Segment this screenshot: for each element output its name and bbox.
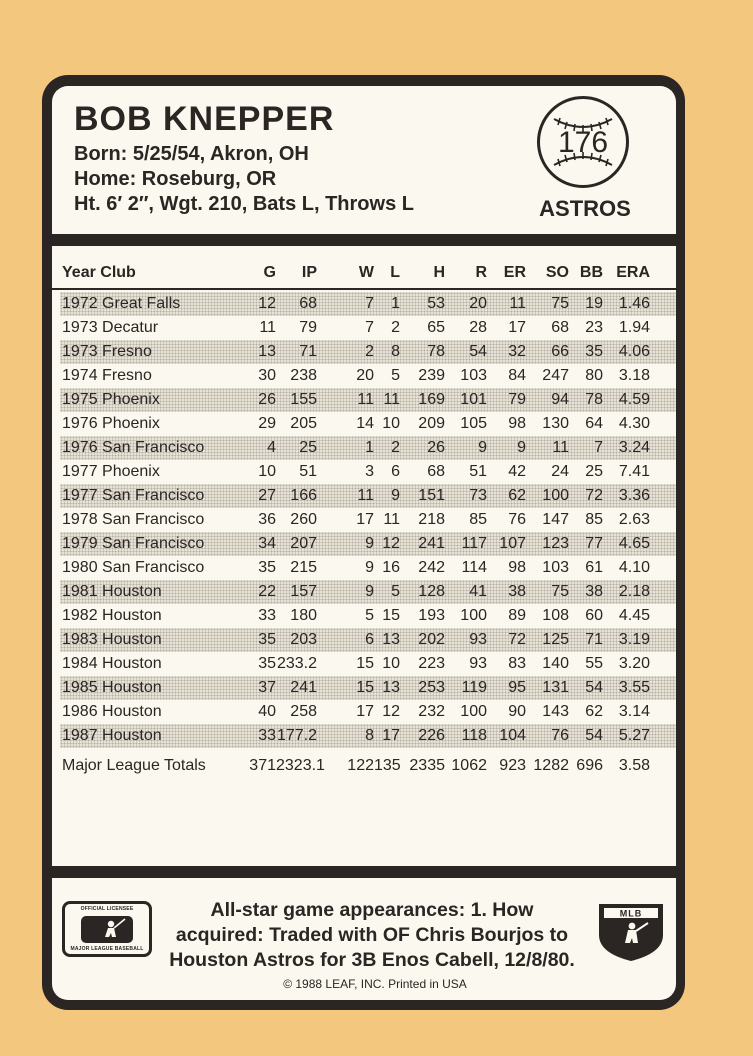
- cell-ip: 68: [299, 295, 317, 312]
- team-name: ASTROS: [539, 196, 631, 221]
- cell-era: 4.06: [618, 343, 650, 360]
- cell-bb: 78: [585, 391, 603, 408]
- table-row: [60, 460, 676, 484]
- born-line: Born: 5/25/54, Akron, OH: [74, 143, 309, 165]
- cell-bb: 71: [585, 631, 603, 648]
- table-row: [60, 508, 676, 532]
- cell-ip: 51: [299, 463, 317, 480]
- mlb-licensee-logo: [62, 901, 152, 957]
- cell-er: 9: [517, 439, 526, 456]
- cell-l: 10: [382, 655, 400, 672]
- cell-year-club: 1976 San Francisco: [62, 439, 205, 456]
- cell-l: 5: [391, 367, 400, 384]
- cell-ip: 25: [299, 439, 317, 456]
- cell-w: 14: [356, 415, 374, 432]
- cell-r: 9: [478, 439, 487, 456]
- cell-h: 209: [418, 415, 445, 432]
- cell-h: 202: [418, 631, 445, 648]
- cell-w: 9: [365, 583, 374, 600]
- cell-bb: 55: [585, 655, 603, 672]
- cell-er: 76: [508, 511, 526, 528]
- cell-g: 22: [258, 583, 276, 600]
- cell-so: 66: [551, 343, 569, 360]
- cell-bb: 85: [585, 511, 603, 528]
- cell-era: 3.19: [618, 631, 650, 648]
- cell-er: 98: [508, 415, 526, 432]
- cell-g: 35: [258, 655, 276, 672]
- cell-g: 37: [258, 679, 276, 696]
- stats-header-row: [60, 261, 676, 285]
- table-row: [60, 388, 676, 412]
- cell-r: 54: [469, 343, 487, 360]
- cell-era: 7.41: [618, 463, 650, 480]
- cell-ip: 203: [290, 631, 317, 648]
- cell-g: 33: [258, 727, 276, 744]
- card-number: 176: [557, 126, 609, 159]
- logo-bottom-text: MAJOR LEAGUE BASEBALL: [70, 946, 144, 952]
- cell-g: 33: [258, 607, 276, 624]
- mlbpa-shield-icon: [596, 901, 666, 963]
- col-header-r: R: [475, 264, 487, 281]
- cell-l: 1: [391, 295, 400, 312]
- cell-bb: 23: [585, 319, 603, 336]
- cell-era: 2.18: [618, 583, 650, 600]
- cell-r: 118: [461, 727, 487, 744]
- cell-g: 35: [258, 631, 276, 648]
- cell-er: 62: [508, 487, 526, 504]
- cell-year-club: 1987 Houston: [62, 727, 162, 744]
- cell-so: 75: [551, 583, 569, 600]
- cell-h: 65: [427, 319, 445, 336]
- cell-so: 140: [542, 655, 569, 672]
- cell-l: 11: [383, 511, 400, 528]
- cell-w: 15: [356, 679, 374, 696]
- col-header-w: W: [358, 264, 374, 281]
- trivia-line-3: Houston Astros for 3B Enos Cabell, 12/8/80.: [169, 949, 575, 971]
- cell-bb: 80: [585, 367, 603, 384]
- cell-l: 8: [391, 343, 400, 360]
- cell-year-club: 1980 San Francisco: [62, 559, 205, 576]
- cell-h: 226: [418, 727, 445, 744]
- copyright-line: © 1988 LEAF, INC. Printed in USA: [283, 977, 467, 991]
- cell-ip: 71: [299, 343, 317, 360]
- cell-bb: 54: [585, 727, 603, 744]
- cell-g: 13: [258, 343, 276, 360]
- cell-ip: 177.2: [276, 727, 317, 744]
- cell-g: 26: [258, 391, 276, 408]
- cell-er: 32: [508, 343, 526, 360]
- cell-era: 4.65: [618, 535, 650, 552]
- cell-w: 7: [365, 295, 374, 312]
- table-row: [60, 436, 676, 460]
- cell-h: 239: [418, 367, 445, 384]
- cell-year-club: 1976 Phoenix: [62, 415, 160, 432]
- cell-ip: 207: [290, 535, 317, 552]
- cell-w: 2: [365, 343, 374, 360]
- col-header-bb: BB: [579, 264, 603, 281]
- cell-r: 51: [469, 463, 487, 480]
- col-header-h: H: [433, 264, 445, 281]
- table-row: [60, 340, 676, 364]
- player-name: BOB KNEPPER: [74, 100, 335, 138]
- cell-r: 100: [460, 703, 487, 720]
- baseball-icon: [537, 96, 629, 188]
- cell-h: 128: [418, 583, 445, 600]
- cell-bb: 35: [585, 343, 603, 360]
- table-row: [60, 580, 676, 604]
- cell-year-club: 1981 Houston: [62, 583, 162, 600]
- cell-er: 79: [508, 391, 526, 408]
- cell-bb: 54: [585, 679, 603, 696]
- cell-er: 42: [508, 463, 526, 480]
- cell-r: 93: [469, 631, 487, 648]
- table-row: [60, 412, 676, 436]
- cell-so: 123: [542, 535, 569, 552]
- cell-ip: 233.2: [276, 655, 317, 672]
- cell-er: 104: [499, 727, 526, 744]
- header-divider: [52, 288, 676, 290]
- col-header-era: ERA: [616, 264, 650, 281]
- cell-bb: 60: [585, 607, 603, 624]
- table-row: [60, 292, 676, 316]
- cell-ip: 155: [290, 391, 317, 408]
- cell-h: 241: [418, 535, 445, 552]
- cell-g: 10: [258, 463, 276, 480]
- cell-l: 12: [382, 535, 400, 552]
- cell-h: 26: [427, 439, 445, 456]
- cell-so: 103: [542, 559, 569, 576]
- cell-w: 5: [365, 607, 374, 624]
- cell-r: 114: [461, 559, 487, 576]
- cell-era: 2.63: [618, 511, 650, 528]
- cell-r: 119: [461, 679, 487, 696]
- total-bb: 696: [576, 757, 603, 774]
- cell-ip: 258: [290, 703, 317, 720]
- cell-era: 4.45: [618, 607, 650, 624]
- table-row: [60, 700, 676, 724]
- table-row: [60, 532, 676, 556]
- table-row: [60, 316, 676, 340]
- cell-era: 3.20: [618, 655, 650, 672]
- cell-ip: 79: [299, 319, 317, 336]
- cell-bb: 77: [585, 535, 603, 552]
- cell-w: 11: [357, 487, 374, 504]
- cell-year-club: 1977 Phoenix: [62, 463, 160, 480]
- cell-era: 4.30: [618, 415, 650, 432]
- cell-ip: 241: [290, 679, 317, 696]
- cell-er: 84: [508, 367, 526, 384]
- cell-h: 218: [418, 511, 445, 528]
- cell-era: 5.27: [618, 727, 650, 744]
- cell-g: 36: [258, 511, 276, 528]
- cell-bb: 72: [585, 487, 603, 504]
- cell-er: 17: [508, 319, 526, 336]
- total-r: 1062: [451, 757, 487, 774]
- table-row: [60, 556, 676, 580]
- cell-r: 73: [469, 487, 487, 504]
- cell-year-club: 1974 Fresno: [62, 367, 152, 384]
- cell-bb: 7: [594, 439, 603, 456]
- cell-so: 100: [542, 487, 569, 504]
- cell-r: 117: [461, 535, 487, 552]
- size-line: Ht. 6′ 2″, Wgt. 210, Bats L, Throws L: [74, 193, 414, 215]
- total-h: 2335: [409, 757, 445, 774]
- cell-era: 3.24: [618, 439, 650, 456]
- cell-g: 11: [259, 319, 276, 336]
- col-header-er: ER: [503, 264, 526, 281]
- cell-h: 53: [427, 295, 445, 312]
- total-er: 923: [499, 757, 526, 774]
- badge-text: MLB: [619, 908, 643, 919]
- cell-w: 17: [356, 703, 374, 720]
- cell-so: 11: [552, 439, 569, 456]
- cell-ip: 157: [290, 583, 317, 600]
- cell-l: 5: [391, 583, 400, 600]
- table-row: [60, 604, 676, 628]
- table-row: [60, 724, 676, 748]
- cell-bb: 25: [585, 463, 603, 480]
- cell-h: 193: [418, 607, 445, 624]
- cell-year-club: 1973 Decatur: [62, 319, 159, 336]
- total-g: 371: [249, 757, 276, 774]
- cell-er: 11: [509, 295, 526, 312]
- cell-w: 8: [365, 727, 374, 744]
- col-header-g: G: [263, 264, 276, 281]
- logo-top-text: OFFICIAL LICENSEE: [80, 906, 134, 912]
- trivia-line-2: acquired: Traded with OF Chris Bourjos to: [175, 924, 569, 946]
- cell-w: 3: [365, 463, 374, 480]
- cell-so: 247: [542, 367, 569, 384]
- cell-so: 131: [542, 679, 569, 696]
- cell-bb: 38: [585, 583, 603, 600]
- cell-so: 130: [542, 415, 569, 432]
- table-row: [60, 628, 676, 652]
- total-l: 135: [374, 757, 401, 774]
- cell-ip: 260: [290, 511, 317, 528]
- cell-so: 75: [551, 295, 569, 312]
- cell-er: 98: [508, 559, 526, 576]
- cell-so: 68: [551, 319, 569, 336]
- cell-h: 151: [418, 487, 445, 504]
- cell-w: 17: [356, 511, 374, 528]
- cell-bb: 19: [585, 295, 603, 312]
- cell-l: 6: [391, 463, 400, 480]
- cell-er: 95: [508, 679, 526, 696]
- totals-row: [60, 754, 676, 778]
- cell-er: 83: [508, 655, 526, 672]
- cell-r: 93: [469, 655, 487, 672]
- cell-so: 125: [542, 631, 569, 648]
- cell-h: 169: [418, 391, 445, 408]
- cell-l: 9: [391, 487, 400, 504]
- cell-w: 9: [365, 559, 374, 576]
- cell-ip: 180: [290, 607, 317, 624]
- cell-so: 143: [542, 703, 569, 720]
- cell-bb: 61: [585, 559, 603, 576]
- cell-so: 24: [551, 463, 569, 480]
- cell-er: 38: [508, 583, 526, 600]
- cell-l: 2: [391, 319, 400, 336]
- cell-so: 147: [542, 511, 569, 528]
- cell-w: 11: [357, 391, 374, 408]
- totals-label: Major League Totals: [62, 757, 206, 774]
- cell-h: 78: [427, 343, 445, 360]
- cell-year-club: 1977 San Francisco: [62, 487, 205, 504]
- total-ip: 2323.1: [276, 757, 325, 774]
- cell-year-club: 1982 Houston: [62, 607, 162, 624]
- cell-g: 35: [258, 559, 276, 576]
- total-era: 3.58: [618, 757, 650, 774]
- cell-h: 242: [418, 559, 445, 576]
- cell-bb: 64: [585, 415, 603, 432]
- cell-era: 3.55: [618, 679, 650, 696]
- cell-h: 223: [418, 655, 445, 672]
- cell-year-club: 1973 Fresno: [62, 343, 152, 360]
- cell-r: 85: [469, 511, 487, 528]
- cell-r: 41: [469, 583, 487, 600]
- cell-h: 232: [418, 703, 445, 720]
- cell-g: 34: [258, 535, 276, 552]
- col-header-so: SO: [545, 264, 569, 281]
- cell-year-club: 1983 Houston: [62, 631, 162, 648]
- cell-ip: 205: [290, 415, 317, 432]
- cell-w: 15: [356, 655, 374, 672]
- cell-h: 68: [427, 463, 445, 480]
- cell-w: 20: [356, 367, 374, 384]
- cell-era: 3.18: [618, 367, 650, 384]
- cell-w: 6: [365, 631, 374, 648]
- cell-g: 27: [258, 487, 276, 504]
- cell-era: 1.94: [618, 319, 650, 336]
- cell-r: 20: [469, 295, 487, 312]
- cell-w: 9: [365, 535, 374, 552]
- cell-g: 12: [258, 295, 276, 312]
- cell-r: 101: [460, 391, 487, 408]
- cell-l: 10: [382, 415, 400, 432]
- cell-l: 11: [383, 391, 400, 408]
- cell-r: 103: [460, 367, 487, 384]
- table-row: [60, 364, 676, 388]
- cell-w: 1: [365, 439, 374, 456]
- cell-year-club: 1978 San Francisco: [62, 511, 205, 528]
- cell-l: 13: [382, 679, 400, 696]
- trivia-text: [162, 898, 582, 973]
- cell-ip: 215: [290, 559, 317, 576]
- trivia-line-1: All-star game appearances: 1. How: [210, 899, 534, 921]
- cell-l: 16: [382, 559, 400, 576]
- cell-ip: 166: [290, 487, 317, 504]
- col-header-l: L: [390, 264, 400, 281]
- cell-h: 253: [418, 679, 445, 696]
- cell-er: 107: [499, 535, 526, 552]
- table-row: [60, 676, 676, 700]
- cell-ip: 238: [290, 367, 317, 384]
- cell-w: 7: [365, 319, 374, 336]
- cell-l: 12: [382, 703, 400, 720]
- cell-year-club: 1972 Great Falls: [62, 295, 181, 312]
- cell-year-club: 1975 Phoenix: [62, 391, 160, 408]
- cell-bb: 62: [585, 703, 603, 720]
- cell-r: 105: [460, 415, 487, 432]
- cell-g: 29: [258, 415, 276, 432]
- home-line: Home: Roseburg, OR: [74, 168, 277, 190]
- total-so: 1282: [533, 757, 569, 774]
- cell-l: 15: [382, 607, 400, 624]
- table-row: [60, 652, 676, 676]
- cell-er: 89: [508, 607, 526, 624]
- cell-g: 30: [258, 367, 276, 384]
- cell-r: 28: [469, 319, 487, 336]
- cell-so: 94: [551, 391, 569, 408]
- cell-year-club: 1979 San Francisco: [62, 535, 205, 552]
- cell-l: 13: [382, 631, 400, 648]
- cell-so: 108: [542, 607, 569, 624]
- col-header-ip: IP: [301, 264, 317, 281]
- cell-year-club: 1985 Houston: [62, 679, 162, 696]
- cell-era: 3.36: [618, 487, 650, 504]
- cell-era: 4.59: [618, 391, 650, 408]
- cell-er: 72: [508, 631, 526, 648]
- col-header-year-club: Year Club: [62, 264, 136, 281]
- cell-year-club: 1986 Houston: [62, 703, 162, 720]
- cell-r: 100: [460, 607, 487, 624]
- cell-year-club: 1984 Houston: [62, 655, 162, 672]
- cell-g: 40: [258, 703, 276, 720]
- cell-l: 17: [382, 727, 400, 744]
- cell-g: 4: [267, 439, 276, 456]
- cell-so: 76: [551, 727, 569, 744]
- cell-era: 4.10: [618, 559, 650, 576]
- cell-era: 3.14: [618, 703, 650, 720]
- table-row: [60, 484, 676, 508]
- total-w: 122: [347, 757, 374, 774]
- cell-er: 90: [508, 703, 526, 720]
- cell-l: 2: [391, 439, 400, 456]
- cell-era: 1.46: [618, 295, 650, 312]
